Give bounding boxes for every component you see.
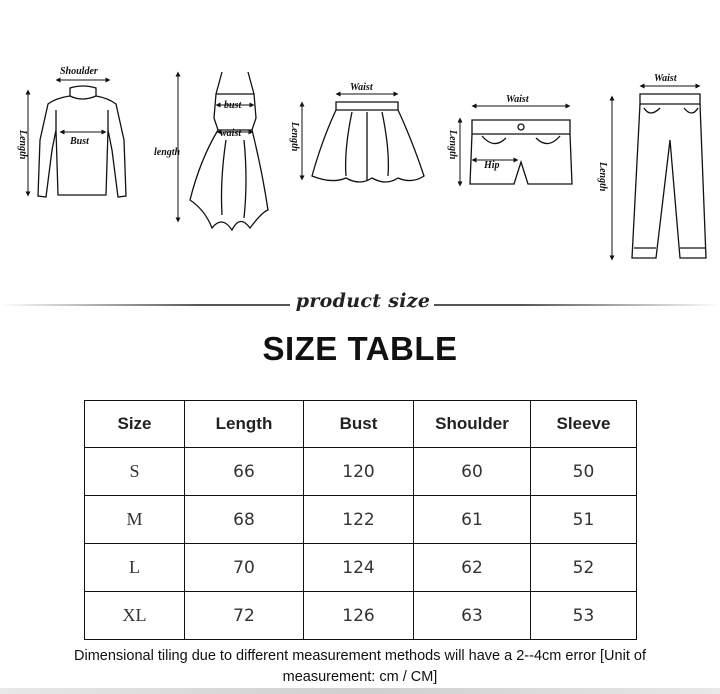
dress-waist-label: waist [220, 128, 242, 139]
header-sleeve: Sleeve [531, 401, 637, 448]
cell-bust: 126 [304, 592, 414, 640]
cell-bust: 122 [304, 496, 414, 544]
garment-diagrams-svg [0, 0, 720, 280]
table-row [85, 592, 637, 640]
header-length: Length [185, 401, 304, 448]
skirt-waist-label: Waist [350, 82, 373, 93]
cell-size: S [85, 448, 185, 496]
pants-waist-label: Waist [654, 73, 677, 84]
cell-sleeve: 50 [531, 448, 637, 496]
shorts-length-label: Length [447, 130, 458, 160]
bottom-strip [0, 688, 720, 694]
cell-sleeve: 52 [531, 544, 637, 592]
cell-size: L [85, 544, 185, 592]
cell-sleeve: 53 [531, 592, 637, 640]
product-size-label: product size [295, 290, 431, 312]
divider-line-left [0, 304, 290, 306]
cell-bust: 124 [304, 544, 414, 592]
table-row [85, 544, 637, 592]
cell-length: 72 [185, 592, 304, 640]
top-bust-label: Bust [70, 136, 89, 147]
divider-line-right [434, 304, 720, 306]
cell-size: M [85, 496, 185, 544]
cell-shoulder: 63 [414, 592, 531, 640]
pants-length-label: Length [597, 162, 608, 192]
table-row [85, 448, 637, 496]
pants-figure [632, 94, 706, 258]
cell-shoulder: 62 [414, 544, 531, 592]
measurement-note: Dimensional tiling due to different measurement methods will have a 2--4cm error [Unit of measurement: cm / CM] [74, 648, 646, 685]
dress-bust-label: bust [224, 100, 242, 111]
top-length-label: Length [17, 130, 28, 160]
garment-diagrams [0, 0, 720, 280]
skirt-figure [312, 102, 424, 182]
cell-size: XL [85, 592, 185, 640]
cell-length: 66 [185, 448, 304, 496]
shorts-waist-label: Waist [506, 94, 529, 105]
header-bust: Bust [304, 401, 414, 448]
table-header-row [85, 401, 637, 448]
cell-length: 68 [185, 496, 304, 544]
product-size-divider [0, 292, 720, 318]
header-shoulder: Shoulder [414, 401, 531, 448]
shorts-hip-label: Hip [484, 160, 500, 171]
dress-length-label: length [154, 147, 181, 158]
cell-shoulder: 61 [414, 496, 531, 544]
page-title: SIZE TABLE [262, 330, 458, 367]
top-shoulder-label: Shoulder [60, 66, 98, 77]
shorts-figure [470, 120, 572, 184]
cell-sleeve: 51 [531, 496, 637, 544]
header-size: Size [85, 401, 185, 448]
cell-length: 70 [185, 544, 304, 592]
cell-bust: 120 [304, 448, 414, 496]
size-table [84, 400, 637, 640]
skirt-length-label: Length [289, 122, 300, 152]
table-row [85, 496, 637, 544]
dress-figure [190, 72, 268, 230]
cell-shoulder: 60 [414, 448, 531, 496]
